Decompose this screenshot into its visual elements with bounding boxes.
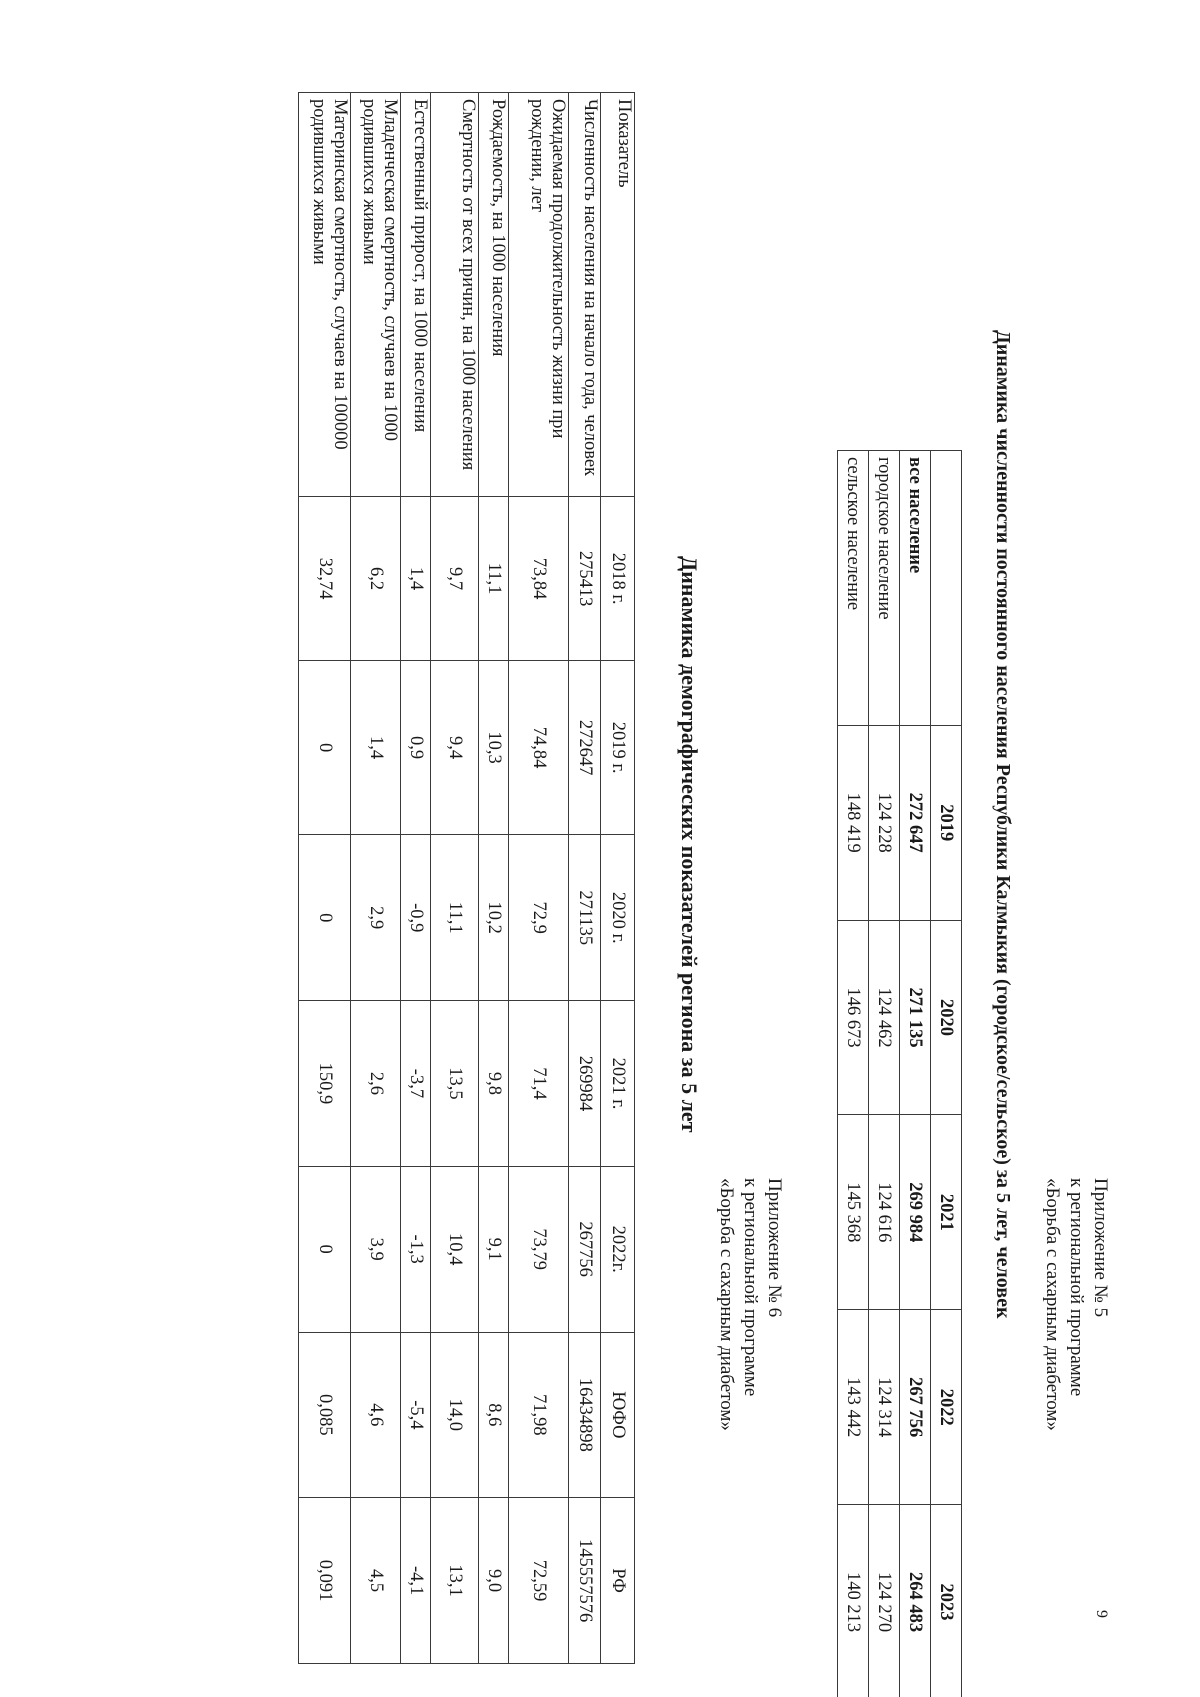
header-cell: 2019 xyxy=(931,725,962,920)
table-cell: 72,9 xyxy=(509,835,569,1001)
table-cell: 0 xyxy=(299,1166,351,1332)
table-cell: 146 673 xyxy=(838,920,869,1115)
table-cell: 4,6 xyxy=(351,1332,401,1498)
table-cell: 73,84 xyxy=(509,497,569,661)
table-row xyxy=(479,93,509,1664)
table-cell: 272 647 xyxy=(900,725,931,920)
table-cell: 269984 xyxy=(569,1001,601,1167)
appendix-6-number: Приложение № 6 xyxy=(764,1178,785,1318)
table-row xyxy=(351,93,401,1664)
table-cell: 272647 xyxy=(569,660,601,835)
table-cell: 269 984 xyxy=(900,1115,931,1310)
table-cell: 71,98 xyxy=(509,1332,569,1498)
table-cell: 264 483 xyxy=(900,1505,931,1697)
table-cell: 1,4 xyxy=(401,497,431,661)
table-header-row xyxy=(601,93,635,1664)
row-label: сельское население xyxy=(838,451,869,726)
table-row xyxy=(509,93,569,1664)
table-header-row xyxy=(931,451,962,1697)
table-cell: 9,4 xyxy=(431,660,479,835)
header-cell: Показатель xyxy=(601,93,635,497)
table-cell: 148 419 xyxy=(838,725,869,920)
table-cell: 74,84 xyxy=(509,660,569,835)
table-cell: 0 xyxy=(299,660,351,835)
table-cell: 3,9 xyxy=(351,1166,401,1332)
table-cell: 16434898 xyxy=(569,1332,601,1498)
table-cell: 271 135 xyxy=(900,920,931,1115)
table-cell: -3,7 xyxy=(401,1001,431,1167)
header-cell: 2022 xyxy=(931,1310,962,1505)
table-cell: 11,1 xyxy=(479,497,509,661)
header-cell xyxy=(931,451,962,726)
table-cell: 143 442 xyxy=(838,1310,869,1505)
table-cell: -0,9 xyxy=(401,835,431,1001)
table-cell: 145557576 xyxy=(569,1498,601,1664)
table-cell: 9,8 xyxy=(479,1001,509,1167)
header-cell: РФ xyxy=(601,1498,635,1664)
table-row xyxy=(569,93,601,1664)
table-row xyxy=(299,93,351,1664)
header-cell: 2022г. xyxy=(601,1166,635,1332)
table-cell: -4,1 xyxy=(401,1498,431,1664)
row-label: городское население xyxy=(869,451,900,726)
header-cell: 2020 г. xyxy=(601,835,635,1001)
table-6-title: Динамика демографических показателей региона за 5 лет xyxy=(677,556,702,1133)
table-cell: 10,4 xyxy=(431,1166,479,1332)
table-cell: 13,5 xyxy=(431,1001,479,1167)
row-label: Ожидаемая продолжительность жизни при рождении, лет xyxy=(509,93,569,497)
appendix-5-program-name: «Борьба с сахарным диабетом» xyxy=(1042,1178,1063,1431)
appendix-5-number: Приложение № 5 xyxy=(1090,1178,1111,1318)
table-row xyxy=(431,93,479,1664)
table-cell: 124 462 xyxy=(869,920,900,1115)
table-cell: 0,9 xyxy=(401,660,431,835)
table-cell: 9,1 xyxy=(479,1166,509,1332)
header-cell: 2021 xyxy=(931,1115,962,1310)
header-cell: 2021 г. xyxy=(601,1001,635,1167)
table-cell: 32,74 xyxy=(299,497,351,661)
table-cell: 0,085 xyxy=(299,1332,351,1498)
population-table xyxy=(837,450,962,1697)
demographics-table xyxy=(298,92,635,1664)
table-cell: 2,9 xyxy=(351,835,401,1001)
table-cell: 124 228 xyxy=(869,725,900,920)
table-cell: 6,2 xyxy=(351,497,401,661)
appendix-6-program-name: «Борьба с сахарным диабетом» xyxy=(716,1178,737,1431)
table-cell: 4,5 xyxy=(351,1498,401,1664)
appendix-5-header xyxy=(1040,1178,1112,1431)
row-label: Рождаемость, на 1000 населения xyxy=(479,93,509,497)
table-cell: 73,79 xyxy=(509,1166,569,1332)
row-label: все население xyxy=(900,451,931,726)
row-label: Материнская смертность, случаев на 100000 родившихся живыми xyxy=(299,93,351,497)
table-cell: 145 368 xyxy=(838,1115,869,1310)
table-cell: 0,091 xyxy=(299,1498,351,1664)
table-cell: -1,3 xyxy=(401,1166,431,1332)
header-cell: 2020 xyxy=(931,920,962,1115)
table-cell: 2,6 xyxy=(351,1001,401,1167)
table-row xyxy=(838,451,869,1697)
row-label: Смертность от всех причин, на 1000 населения xyxy=(431,93,479,497)
table-cell: 72,59 xyxy=(509,1498,569,1664)
table-cell: -5,4 xyxy=(401,1332,431,1498)
header-cell: 2018 г. xyxy=(601,497,635,661)
table-cell: 11,1 xyxy=(431,835,479,1001)
table-cell: 267756 xyxy=(569,1166,601,1332)
table-cell: 275413 xyxy=(569,497,601,661)
header-cell: 2023 xyxy=(931,1505,962,1697)
table-cell: 124 616 xyxy=(869,1115,900,1310)
table-cell: 9,7 xyxy=(431,497,479,661)
table-cell: 271135 xyxy=(569,835,601,1001)
table-5-title: Динамика численности постоянного населения Республики Калмыкия (городское/сельское) за 5 лет, человек xyxy=(992,330,1014,1319)
table-cell: 13,1 xyxy=(431,1498,479,1664)
table-cell: 8,6 xyxy=(479,1332,509,1498)
table-cell: 140 213 xyxy=(838,1505,869,1697)
header-cell: 2019 г. xyxy=(601,660,635,835)
table-cell: 10,3 xyxy=(479,660,509,835)
page-number: 9 xyxy=(1093,1610,1110,1618)
table-cell: 150,9 xyxy=(299,1001,351,1167)
table-cell: 124 270 xyxy=(869,1505,900,1697)
table-cell: 267 756 xyxy=(900,1310,931,1505)
table-row xyxy=(869,451,900,1697)
table-cell: 1,4 xyxy=(351,660,401,835)
appendix-5-program: к региональной программе xyxy=(1066,1178,1087,1397)
row-label: Численность населения на начало года, человек xyxy=(569,93,601,497)
table-cell: 9,0 xyxy=(479,1498,509,1664)
table-row xyxy=(401,93,431,1664)
row-label: Естественный прирост, на 1000 населения xyxy=(401,93,431,497)
header-cell: ЮФО xyxy=(601,1332,635,1498)
table-cell: 10,2 xyxy=(479,835,509,1001)
appendix-6-header xyxy=(714,1178,786,1431)
row-label: Младенческая смертность, случаев на 1000 родившихся живыми xyxy=(351,93,401,497)
table-row xyxy=(900,451,931,1697)
appendix-6-program: к региональной программе xyxy=(740,1178,761,1397)
table-cell: 14,0 xyxy=(431,1332,479,1498)
table-cell: 124 314 xyxy=(869,1310,900,1505)
table-cell: 0 xyxy=(299,835,351,1001)
table-cell: 71,4 xyxy=(509,1001,569,1167)
